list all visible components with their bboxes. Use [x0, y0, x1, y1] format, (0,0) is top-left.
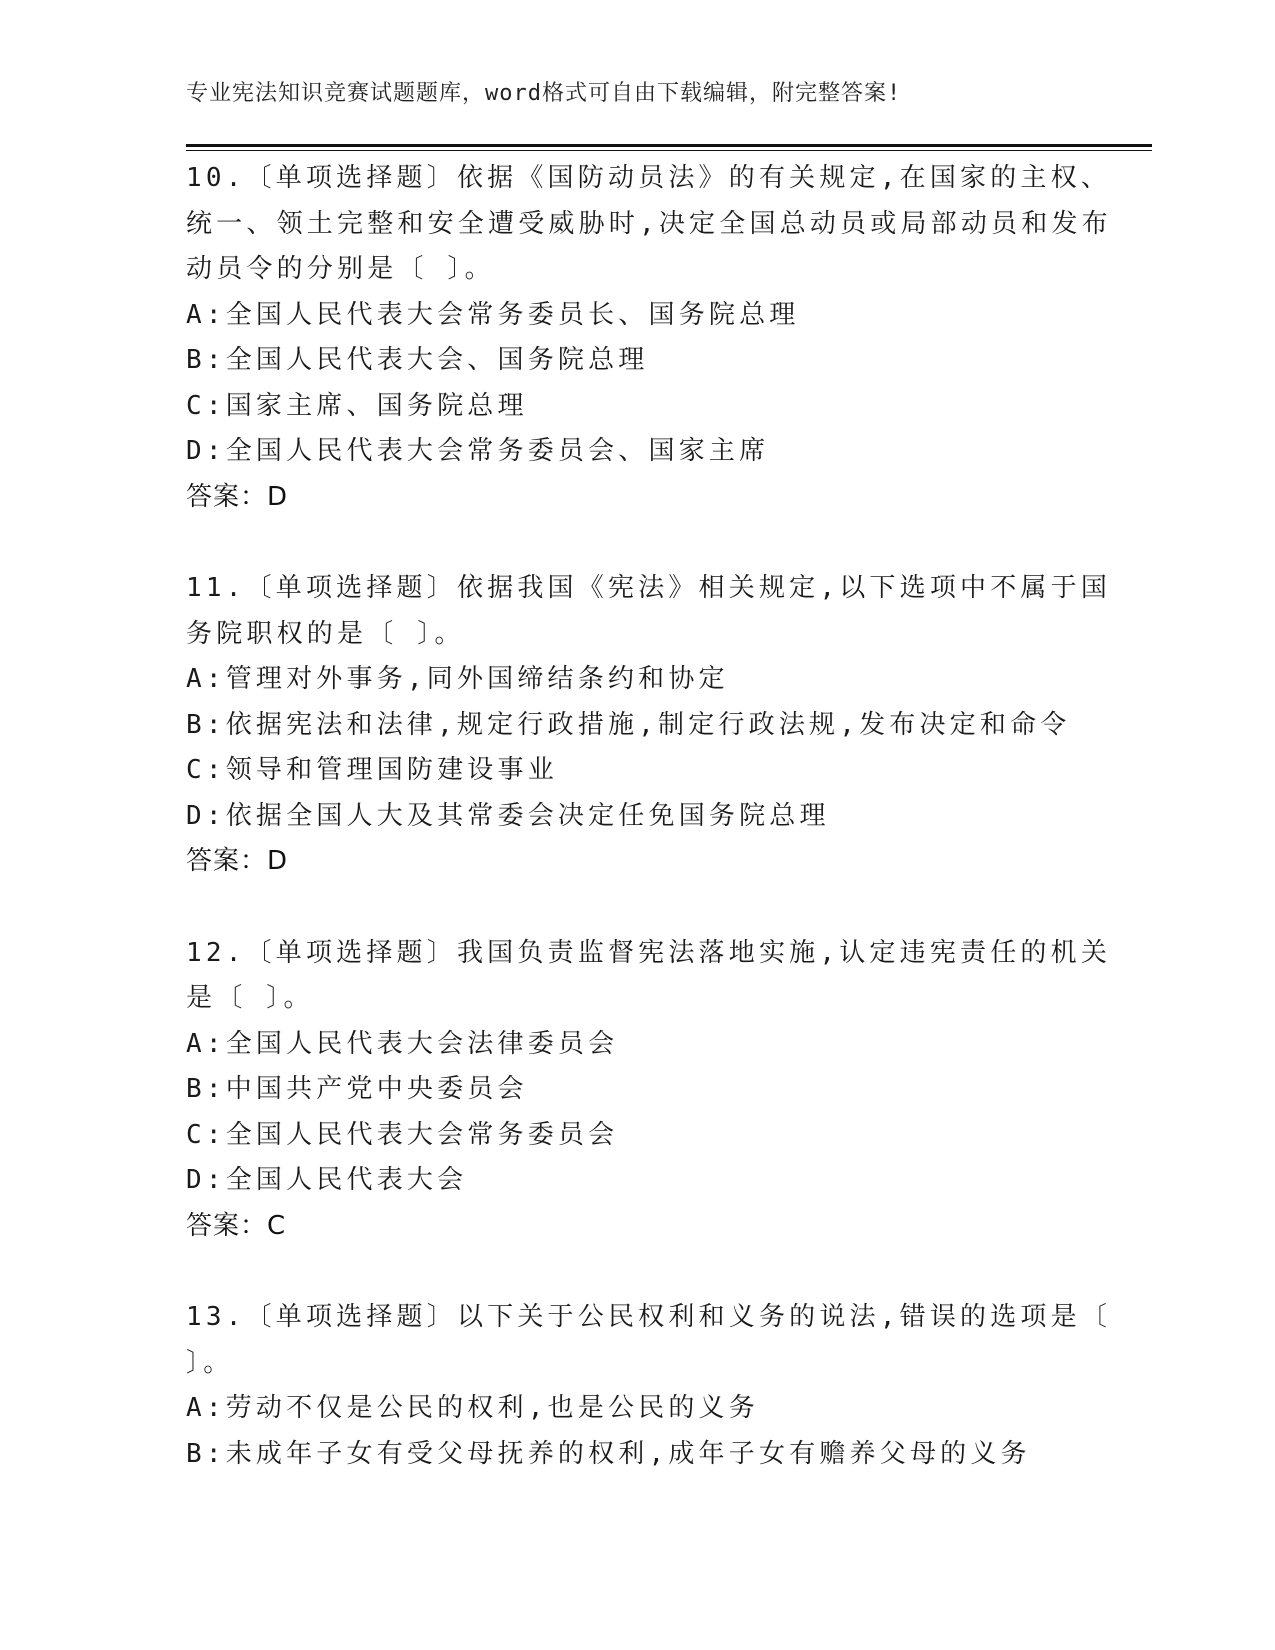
question-item	[186, 566, 1112, 885]
question-item	[186, 931, 1112, 1250]
option-b: B:中国共产党中央委员会	[186, 1074, 528, 1104]
option-c: C:国家主席、国务院总理	[186, 390, 528, 421]
option-a: A:全国人民代表大会常务委员长、国务院总理	[186, 299, 800, 330]
question-stem-line: 12.〔单项选择题〕我国负责监督宪法落地实施,认定违宪责任的机关	[186, 937, 1112, 968]
answer-line: 答案：D	[186, 846, 289, 876]
answer-line: 答案：C	[186, 1210, 287, 1241]
question-stem-line: 统一、领土完整和安全遭受威胁时,决定全国总动员或局部动员和发布	[186, 208, 1112, 239]
option-b: B:全国人民代表大会、国务院总理	[186, 345, 649, 375]
option-b: B:未成年子女有受父母抚养的权利,成年子女有赡养父母的义务	[186, 1438, 1031, 1469]
option-d: D:依据全国人大及其常委会决定任免国务院总理	[186, 800, 830, 831]
question-stem-line: 11.〔单项选择题〕依据我国《宪法》相关规定,以下选项中不属于国	[186, 573, 1112, 603]
option-a: A:劳动不仅是公民的权利,也是公民的义务	[186, 1393, 759, 1423]
option-c: C:领导和管理国防建设事业	[186, 755, 558, 785]
header-divider	[186, 144, 1152, 147]
question-stem-line: 10.〔单项选择题〕依据《国防动员法》的有关规定,在国家的主权、	[186, 163, 1112, 193]
question-stem-line: 是〔 〕。	[186, 983, 314, 1013]
option-d: D:全国人民代表大会	[186, 1165, 468, 1195]
option-a: A:管理对外事务,同外国缔结条约和协定	[186, 664, 729, 694]
page-header-text: 专业宪法知识竞赛试题题库，word格式可自由下载编辑，附完整答案!	[186, 81, 902, 106]
option-d: D:全国人民代表大会常务委员会、国家主席	[186, 436, 770, 466]
question-stem-line: 13.〔单项选择题〕以下关于公民权利和义务的说法,错误的选项是〔	[186, 1302, 1112, 1332]
question-stem-line: 动员令的分别是〔 〕。	[186, 254, 495, 284]
option-b: B:依据宪法和法律,规定行政措施,制定行政法规,发布决定和命令	[186, 709, 1071, 740]
question-stem-line: 〕。	[186, 1347, 234, 1378]
question-item	[186, 1295, 1112, 1477]
question-item	[186, 156, 1112, 520]
option-c: C:全国人民代表大会常务委员会	[186, 1119, 619, 1150]
header-divider-thin	[186, 150, 1152, 151]
question-list	[186, 156, 1112, 1523]
question-stem-line: 务院职权的是〔 〕。	[186, 618, 465, 649]
option-a: A:全国人民代表大会法律委员会	[186, 1028, 619, 1059]
answer-line: 答案：D	[186, 481, 289, 512]
